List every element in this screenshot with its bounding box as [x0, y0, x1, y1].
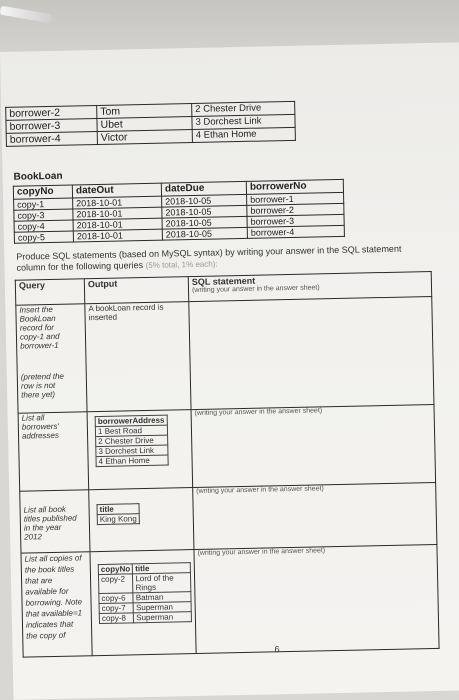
column-header: copyNo [13, 185, 72, 199]
column-header: copyNo [98, 564, 133, 575]
query-cell [16, 304, 87, 413]
output-cell [87, 410, 193, 490]
table-cell: 2018-10-01 [73, 218, 162, 231]
column-header: borrowerAddress [95, 415, 167, 426]
column-header: dateDue [161, 181, 246, 196]
sql-header-label: SQL statement [191, 275, 256, 288]
instructions-text: Produce SQL statements (based on MySQL syntax) by writing your answer in the SQL statement column for the following queries [16, 243, 402, 273]
table-row [18, 404, 436, 491]
table-cell: copy-3 [14, 209, 73, 221]
table-cell: 3 Dorchest Link [96, 445, 168, 456]
table-cell: borrower-2 [247, 203, 344, 216]
table-cell: Superman [133, 602, 191, 613]
output-header: Output [84, 277, 189, 304]
borrower-address: 3 Dorchest Link [192, 114, 295, 129]
query-text: Insert the BookLoan record for copy-1 and borrower-1 [19, 304, 60, 351]
instructions [16, 244, 406, 274]
table-cell: 1 Best Road [95, 425, 167, 436]
borrower-table [5, 101, 296, 147]
sql-header-sub: (writing your answer in the answer sheet) [191, 284, 320, 295]
borrower-id: borrower-3 [6, 118, 97, 133]
column-header: borrowerNo [246, 179, 343, 194]
borrower-address: 2 Chester Drive [192, 101, 295, 116]
output-cell [90, 550, 196, 656]
borrower-name: Tom [97, 103, 192, 118]
borrower-id: borrower-4 [6, 131, 97, 146]
table-cell: 2018-10-05 [162, 194, 247, 207]
table-cell: copy-8 [99, 613, 134, 624]
borrower-name: Ubet [97, 116, 192, 131]
sql-cell[interactable] [189, 297, 434, 410]
query-note: (pretend the row is not there yet) [20, 371, 65, 400]
table-cell: copy-6 [99, 593, 134, 604]
query-cell: List all copies of the book titles that are available for borrowing. Note that available=1 indicates that the copy of [21, 552, 92, 657]
table-cell: borrower-4 [247, 225, 344, 238]
table-row [21, 544, 439, 657]
borrower-id: borrower-2 [6, 105, 97, 120]
table-cell: borrower-1 [247, 192, 344, 205]
table-cell: 2018-10-05 [162, 216, 247, 229]
borrower-name: Victor [97, 129, 192, 144]
bookloan-table [13, 179, 345, 244]
output-cell: A bookLoan record is inserted [85, 302, 191, 412]
table-cell: Lord of the Rings [133, 573, 191, 593]
table-cell: copy-5 [14, 231, 73, 243]
table-cell: 4 Ethan Home [96, 455, 168, 466]
table-cell: Superman [134, 612, 192, 623]
table-cell: 2018-10-01 [73, 207, 162, 220]
query-header: Query [15, 279, 85, 305]
table-cell: copy-2 [98, 574, 133, 594]
sql-cell[interactable]: (writing your answer in the answer sheet) [193, 482, 437, 549]
paper-sheet [0, 42, 459, 699]
bookloan-title: BookLoan [13, 170, 63, 183]
instructions-marks: (5% total, 1% each): [145, 259, 218, 270]
page-number: 6 [274, 644, 280, 655]
table-cell: copy-4 [14, 220, 73, 232]
column-header: title [133, 563, 191, 574]
table-cell: 2 Chester Drive [96, 435, 168, 446]
table-cell: copy-7 [99, 603, 134, 614]
query-cell: List all borrowers' addresses [18, 412, 89, 491]
table-cell: 2018-10-01 [73, 196, 162, 209]
output-table [96, 503, 139, 525]
table-cell: 2018-10-05 [162, 205, 247, 218]
table-cell: borrower-3 [247, 214, 344, 227]
table-cell: Batman [133, 592, 191, 603]
table-cell: King Kong [97, 514, 139, 525]
table-cell: copy-1 [14, 198, 73, 210]
table-row [20, 482, 437, 553]
sql-cell[interactable]: (writing your answer in the answer sheet) [191, 404, 436, 487]
column-header: dateOut [72, 183, 161, 198]
sql-cell[interactable]: (writing your answer in the answer sheet) [194, 544, 439, 653]
output-table [98, 562, 192, 624]
table-cell: 2018-10-01 [73, 229, 162, 242]
query-cell: List all book titles published in the year 2012 [20, 490, 90, 553]
output-cell [89, 488, 194, 552]
table-cell: 2018-10-05 [162, 227, 247, 240]
output-table [95, 415, 169, 468]
borrower-address: 4 Ethan Home [192, 127, 295, 142]
column-header: title [97, 504, 139, 515]
query-table [15, 271, 440, 658]
table-row [16, 297, 434, 414]
